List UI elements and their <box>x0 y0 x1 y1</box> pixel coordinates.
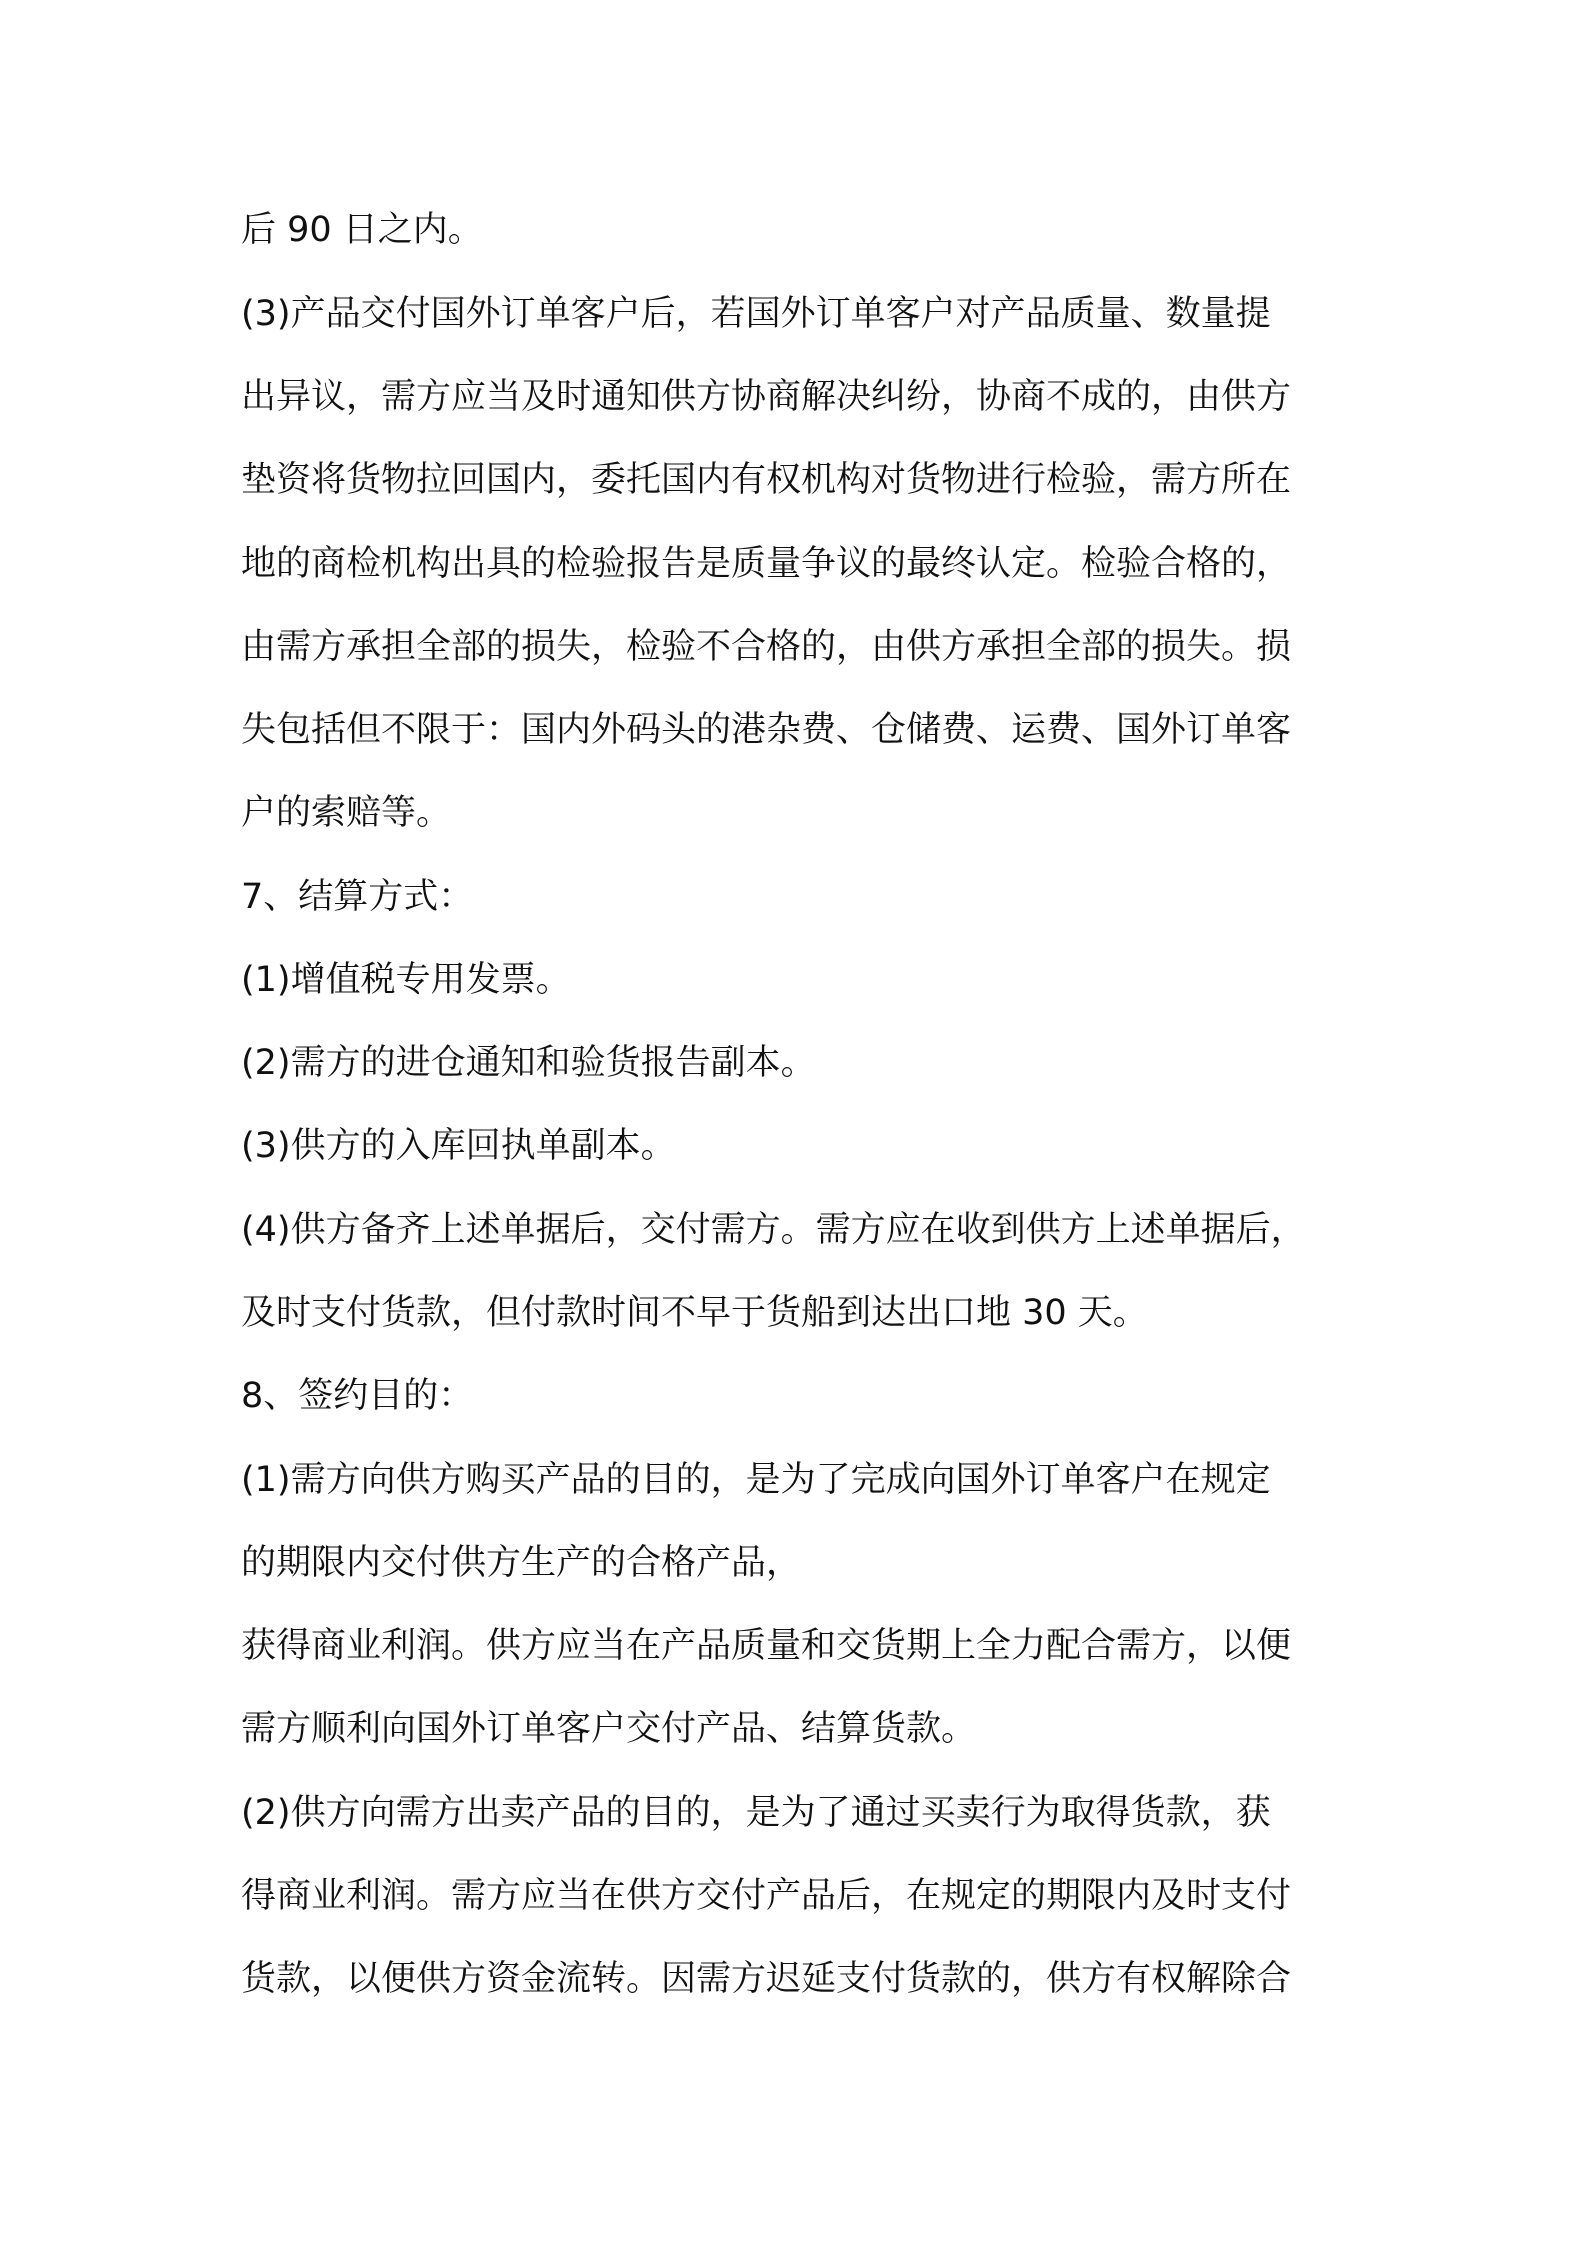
section-heading-purpose: 8、签约目的： <box>241 1376 474 1416</box>
text-line-6: 由需方承担全部的损失，检验不合格的，由供方承担全部的损失。损 <box>241 627 1292 667</box>
text-line-8: 户的索赔等。 <box>241 793 452 833</box>
text-line-11: (2)需方的进仓通知和验货报告副本。 <box>241 1043 816 1083</box>
text-line-5: 地的商检机构出具的检验报告是质量争议的最终认定。检验合格的， <box>241 544 1292 584</box>
text-line-3: 出异议，需方应当及时通知供方协商解决纠纷，协商不成的，由供方 <box>241 377 1292 417</box>
text-line-19: 需方顺利向国外订单客户交付产品、结算货款。 <box>241 1709 977 1749</box>
text-line-13: (4)供方备齐上述单据后，交付需方。需方应在收到供方上述单据后， <box>241 1210 1306 1250</box>
text-line-10: (1)增值税专用发票。 <box>241 960 571 1000</box>
text-line-16: (1)需方向供方购买产品的目的，是为了完成向国外订单客户在规定 <box>241 1460 1271 1500</box>
text-line-2: (3)产品交付国外订单客户后，若国外订单客户对产品质量、数量提 <box>241 294 1271 334</box>
text-line-20: (2)供方向需方出卖产品的目的，是为了通过买卖行为取得货款，获 <box>241 1793 1271 1833</box>
text-line-7: 失包括但不限于：国内外码头的港杂费、仓储费、运费、国外订单客 <box>241 710 1292 750</box>
text-line-1: 后 90 日之内。 <box>241 210 483 250</box>
text-line-18: 获得商业利润。供方应当在产品质量和交货期上全力配合需方，以便 <box>241 1626 1292 1666</box>
text-line-17: 的期限内交付供方生产的合格产品， <box>241 1543 802 1583</box>
text-line-12: (3)供方的入库回执单副本。 <box>241 1126 676 1166</box>
text-line-21: 得商业利润。需方应当在供方交付产品后，在规定的期限内及时支付 <box>241 1876 1292 1916</box>
text-line-4: 垫资将货物拉回国内，委托国内有权机构对货物进行检验，需方所在 <box>241 460 1292 500</box>
text-line-22: 货款，以便供方资金流转。因需方迟延支付货款的，供方有权解除合 <box>241 1959 1292 1999</box>
text-line-14: 及时支付货款，但付款时间不早于货船到达出口地 30 天。 <box>241 1293 1148 1333</box>
section-heading-settlement: 7、结算方式： <box>241 877 474 917</box>
